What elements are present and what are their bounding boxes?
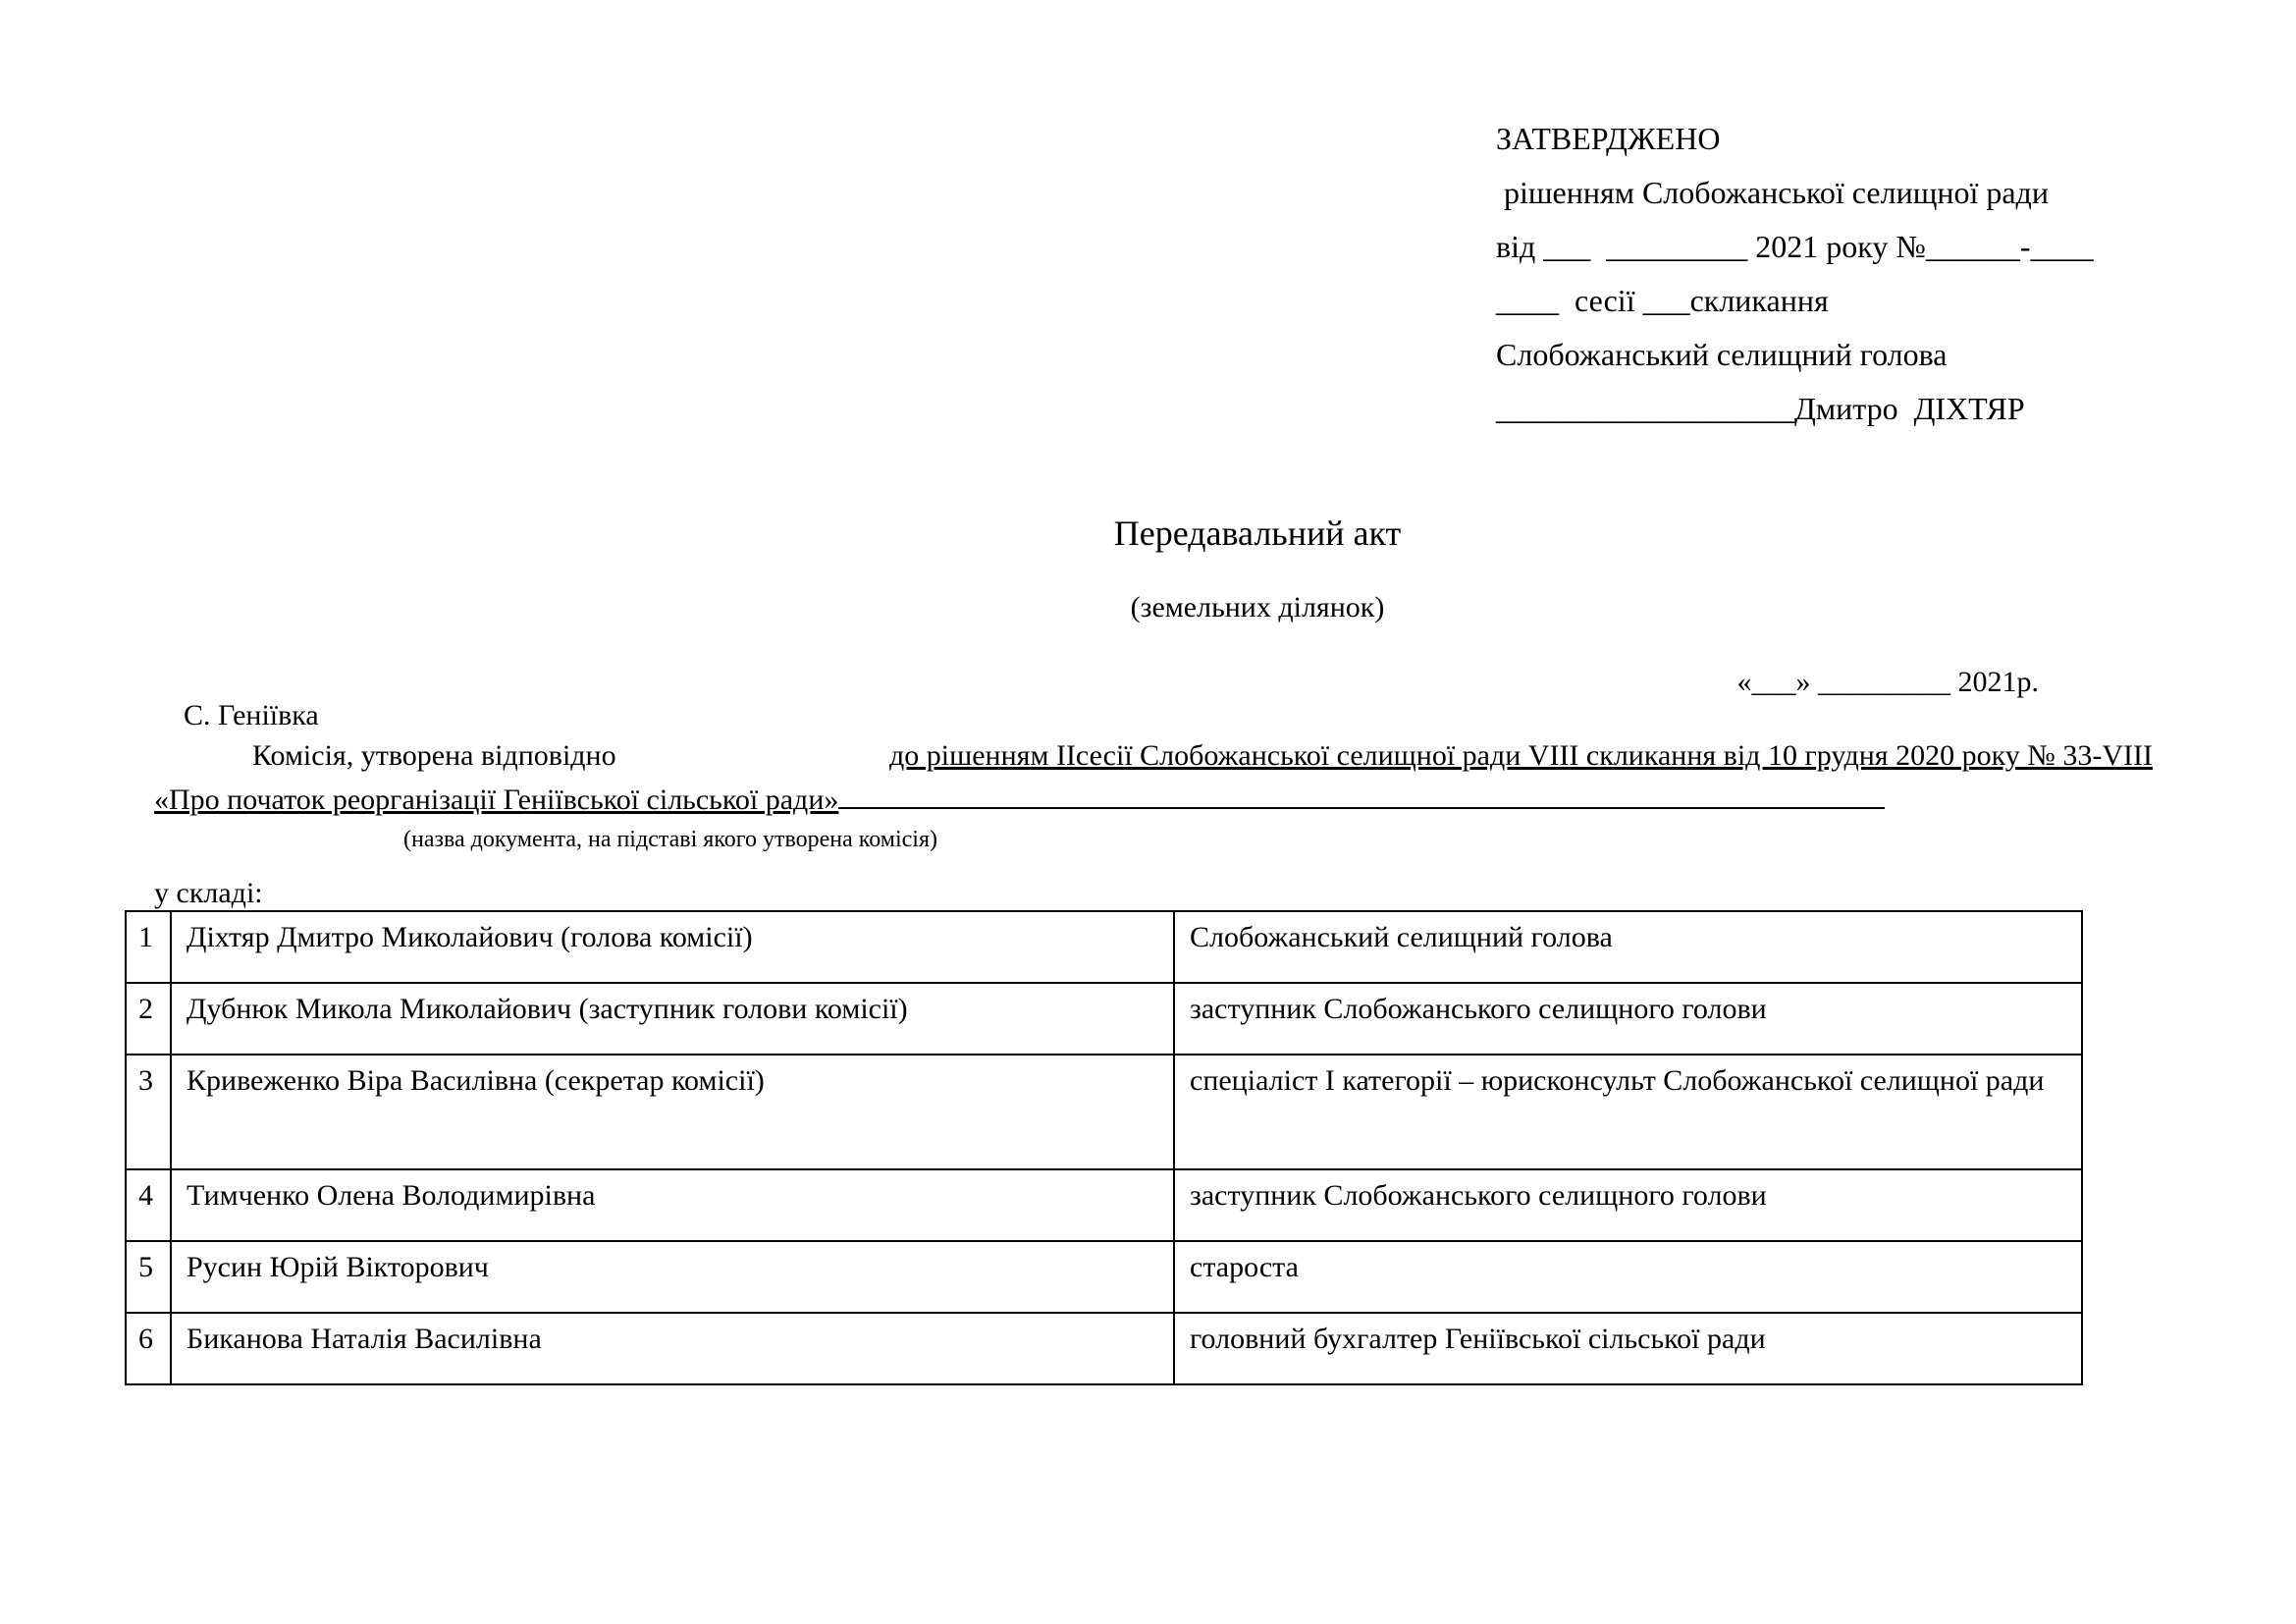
member-role: староста xyxy=(1174,1241,2082,1313)
member-number: 6 xyxy=(126,1313,171,1384)
place-name: С. Геніївка xyxy=(184,699,319,731)
table-row xyxy=(126,1169,2082,1241)
table-row xyxy=(126,911,2082,983)
member-number: 4 xyxy=(126,1169,171,1241)
approval-signature-line: ___________________Дмитро ДІХТЯР xyxy=(1496,391,2025,426)
document-title: Передавальний акт xyxy=(1113,514,1402,553)
member-role: Слобожанський селищний голова xyxy=(1174,911,2082,983)
document-subtitle: (земельних ділянок) xyxy=(1130,591,1385,623)
member-number: 5 xyxy=(126,1241,171,1313)
member-role: заступник Слобожанського селищного голови xyxy=(1174,983,2082,1055)
member-role: заступник Слобожанського селищного голови xyxy=(1174,1169,2082,1241)
member-number: 3 xyxy=(126,1055,171,1169)
commission-paragraph xyxy=(154,734,2153,822)
member-name: Русин Юрій Вікторович xyxy=(171,1241,1174,1313)
member-role: головний бухгалтер Геніївської сільської ради xyxy=(1174,1313,2082,1384)
member-role: спеціаліст І категорії – юрисконсульт Слобожанської селищної ради xyxy=(1174,1055,2082,1169)
basis-caption: (назва документа, на підставі якого утворена комісія) xyxy=(403,827,937,852)
member-name: Діхтяр Дмитро Миколайович (голова комісії) xyxy=(171,911,1174,983)
commission-basis-part2: «Про початок реорганізації Геніївської сільської ради» xyxy=(154,784,839,816)
member-name: Биканова Наталія Василівна xyxy=(171,1313,1174,1384)
commission-intro: Комісія, утворена відповідно xyxy=(252,739,616,772)
approval-heading: ЗАТВЕРДЖЕНО xyxy=(1496,121,1721,156)
commission-basis-part1: до рішенням ІІсесії Слобожанської селищної ради VIII скликання від 10 грудня 2020 року № 33-VIII xyxy=(889,739,2153,772)
fill-underline xyxy=(838,778,1885,809)
members-label: у складі: xyxy=(154,877,263,909)
member-number: 2 xyxy=(126,983,171,1055)
member-name: Кривеженко Віра Василівна (секретар комісії) xyxy=(171,1055,1174,1169)
act-date: «___» _________ 2021р. xyxy=(1736,666,2039,698)
table-row xyxy=(126,1055,2082,1169)
table-row xyxy=(126,983,2082,1055)
member-name: Тимченко Олена Володимирівна xyxy=(171,1169,1174,1241)
member-name: Дубнюк Микола Миколайович (заступник голови комісії) xyxy=(171,983,1174,1055)
commission-line-1 xyxy=(154,734,2153,778)
members-table xyxy=(125,910,2083,1385)
commission-line-2 xyxy=(154,778,2153,822)
approval-decision-line: рішенням Слобожанської селищної ради xyxy=(1496,175,2049,210)
approval-head-title: Слобожанський селищний голова xyxy=(1496,337,1948,372)
member-number: 1 xyxy=(126,911,171,983)
approval-date-line: від ___ _________ 2021 року №______-____ xyxy=(1496,229,2094,264)
table-row xyxy=(126,1241,2082,1313)
approval-block xyxy=(1496,112,2144,436)
table-row xyxy=(126,1313,2082,1384)
approval-session-line: ____ сесії ___скликання xyxy=(1496,283,1829,318)
